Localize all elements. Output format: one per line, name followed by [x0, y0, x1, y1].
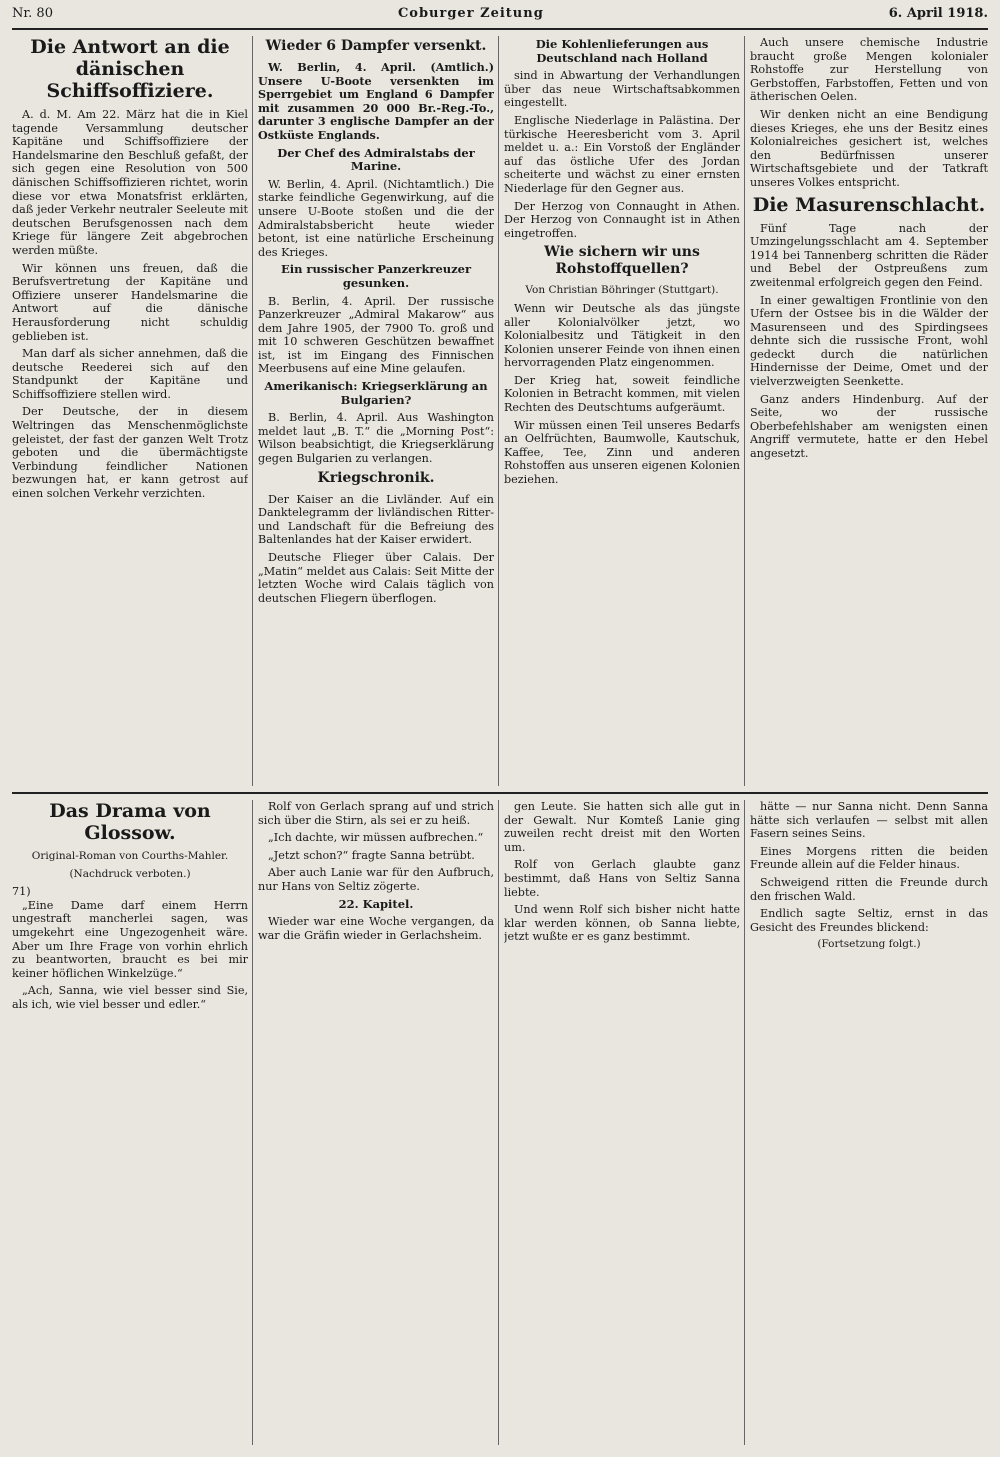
serial-paragraph: Endlich sagte Seltiz, ernst in das Gesicht des Freundes blickend: [750, 907, 988, 934]
article-paragraph: Englische Niederlage in Palästina. Der türkische Heeresbericht vom 3. April meldet u. a.: Ein Vorstoß der Engländer auf das östliche Ufer des Jordan scheiterte und wächst zu einer ernsten Niederlage für den Gegner aus. [504, 113, 740, 195]
article-subheading: Der Chef des Admiralstabs der Marine. [277, 145, 475, 174]
serial-paragraph: Aber auch Lanie war für den Aufbruch, nur Hans von Seltiz zögerte. [258, 866, 494, 893]
article-paragraph: W. Berlin, 4. April. (Nichtamtlich.) Die starke feindliche Gegenwirkung, auf die unsere U-Boote stoßen und die der Admiralstabsbericht heute wieder betont, ist eine natürliche Erscheinung des Krieges. [258, 177, 494, 259]
column-2 [258, 36, 494, 786]
column-divider [252, 800, 253, 1445]
article-headline: Wie sichern wir uns Rohstoffquellen? [544, 244, 700, 278]
column-1 [12, 36, 248, 786]
installment-number: 71) [12, 885, 31, 899]
article-paragraph: Der Herzog von Connaught in Athen. Der Herzog von Connaught ist in Athen eingetroffen. [504, 199, 740, 240]
column-divider [498, 36, 499, 786]
article-paragraph: Ganz anders Hindenburg. Auf der Seite, wo der russische Oberbefehlshaber am wenigsten einen Angriff vermutete, hatte er den Hebel angesetzt. [750, 392, 988, 461]
serial-paragraph: „Jetzt schon?“ fragte Sanna betrübt. [268, 848, 475, 862]
serial-paragraph: Schweigend ritten die Freunde durch den frischen Wald. [750, 875, 988, 903]
serial-paragraph: Rolf von Gerlach glaubte ganz bestimmt, daß Hans von Seltiz Sanna liebte. [504, 858, 740, 899]
article-paragraph: Auch unsere chemische Industrie braucht große Mengen kolonialer Rohstoffe zur Herstellung von Gerbstoffen, Farbstoffen, Fetten und von ätherischen Oelen. [750, 36, 988, 104]
column-4 [750, 36, 988, 786]
article-paragraph: Fünf Tage nach der Umzingelungsschlacht am 4. September 1914 bei Tannenberg schritten die Räder und Bebel der Ostpreußens zum zweitenmal erfolgreich gegen den Feind. [750, 221, 988, 289]
article-subheading: Ein russischer Panzerkreuzer gesunken. [280, 262, 472, 290]
article-paragraph: sind in Abwartung der Verhandlungen über das neue Wirtschaftsabkommen eingestellt. [504, 69, 740, 110]
article-paragraph: Wir müssen einen Teil unseres Bedarfs an Oelfrüchten, Baumwolle, Kautschuk, Kaffee, Tee, Zinn und anderen Rohstoffen aus unseren eigenen Kolonien beziehen. [504, 418, 740, 487]
article-headline: Die Antwort an die dänischen Schiffsoffiziere. [30, 36, 230, 102]
article-subheading: Die Kohlenlieferungen aus Deutschland nach Holland [535, 37, 709, 65]
article-paragraph: W. Berlin, 4. April. (Amtlich.) Unsere U-Boote versenkten im Sperrgebiet um England 6 Dampfer mit zusammen 20 000 Br.-Reg.-To., darunter 3 englische Dampfer an der Ostküste Englands. [258, 60, 494, 142]
article-paragraph: Der Kaiser an die Livländer. Auf ein Danktelegramm der livländischen Ritter- und Landschaft für die Befreiung des Baltenlandes hat der Kaiser erwidert. [258, 492, 494, 547]
serial-paragraph: hätte — nur Sanna nicht. Denn Sanna hätte sich verlaufen — selbst mit allen Fasern seines Seins. [750, 800, 988, 841]
article-headline: Wieder 6 Dampfer versenkt. [265, 38, 487, 54]
serial-paragraph: Wieder war eine Woche vergangen, da war die Gräfin wieder in Gerlachsheim. [258, 915, 494, 942]
article-paragraph: Wir denken nicht an eine Bendigung dieses Krieges, ehe uns der Besitz eines Kolonialreiches gesichert ist, welches den Bedürfnissen unserer Wirtschaftsgebiete und der Tatkraft unseres Volkes entspricht. [750, 107, 988, 189]
serial-paragraph: Und wenn Rolf sich bisher nicht hatte klar werden können, ob Sanna liebte, jetzt wußte er es ganz bestimmt. [504, 903, 740, 944]
serial-author: Original-Roman von Courths-Mahler. [31, 850, 229, 862]
column-divider [498, 800, 499, 1445]
article-paragraph: Man darf als sicher annehmen, daß die deutsche Reederei sich auf den Standpunkt der Kapitäne und Schiffsoffiziere stellen wird. [12, 347, 248, 401]
continuation-note: (Fortsetzung folgt.) [817, 938, 921, 951]
article-paragraph: Wir können uns freuen, daß die Berufsvertretung der Kapitäne und Offiziere unserer Handelsmarine die Antwort auf die dänische Herausforderung nicht schuldig geblieben ist. [12, 261, 248, 343]
serial-paragraph: Eines Morgens ritten die beiden Freunde allein auf die Felder hinaus. [750, 844, 988, 872]
article-paragraph: Der Krieg hat, soweit feindliche Kolonien in Betracht kommen, mit vielen Rechten des Deutschtums aufgeräumt. [504, 373, 740, 415]
article-headline: Die Masurenschlacht. [752, 193, 986, 216]
issue-date: 6. April 1918. [888, 6, 988, 21]
serial-paragraph: „Ich dachte, wir müssen aufbrechen.“ [268, 831, 484, 845]
serial-column-3 [504, 800, 740, 1445]
article-paragraph: Der Deutsche, der in diesem Weltringen das Menschenmöglichste geleistet, der fast der ganzen Welt Trotz geboten und die übermächtigste Verbindung feindlicher Nationen bezwungen hat, er kann getrost auf einen solchen Verkehr verzichten. [12, 405, 248, 501]
column-3 [504, 36, 740, 786]
section-divider [12, 792, 988, 794]
article-paragraph: Wenn wir Deutsche als das jüngste aller Kolonialvölker jetzt, wo Kolonialbesitz und Tätigkeit in den Kolonien unserer Feinde von ihnen einen hervorragenden Platz eingenommen. [504, 301, 740, 370]
article-paragraph: A. d. M. Am 22. März hat die in Kiel tagende Versammlung deutscher Kapitäne und Schiffsoffiziere der Handelsmarine den Beschluß gefaßt, der sich gegen eine Resolution von 500 dänischen Schiffsoffizieren richtet, worin diese vor etwa Monatsfrist erklärten, daß jeder Verkehr neutraler Seeleute mit deutschen Berufsgenossen nach dem Kriege für längere Zeit abgebrochen werden müßte. [12, 108, 248, 257]
serial-paragraph: Rolf von Gerlach sprang auf und strich sich über die Stirn, als sei er zu heiß. [258, 800, 494, 827]
masthead [12, 6, 988, 30]
serial-column-1 [12, 800, 248, 1445]
article-paragraph: B. Berlin, 4. April. Der russische Panzerkreuzer „Admiral Makarow“ aus dem Jahre 1905, der 7900 To. groß und mit 10 schweren Geschützen bewaffnet ist, ist im Eingang des Finnischen Meerbusens auf eine Mine gelaufen. [258, 294, 494, 376]
reprint-note: (Nachdruck verboten.) [69, 867, 191, 880]
issue-number: Nr. 80 [12, 6, 53, 21]
serial-paragraph: „Eine Dame darf einem Herrn ungestraft mancherlei sagen, was umgekehrt eine Ungezogenheit wäre. Aber um Ihre Frage von vorhin ehrlich zu beantworten, braucht es bei mir keiner höflichen Winkelzüge.“ [12, 898, 248, 980]
newspaper-title: Coburger Zeitung [397, 6, 544, 21]
article-paragraph: B. Berlin, 4. April. Aus Washington meldet laut „B. T.“ die „Morning Post“: Wilson beabsichtigt, die Kriegserklärung gegen Bulgarien zu verlangen. [258, 411, 494, 466]
serial-paragraph: gen Leute. Sie hatten sich alle gut in der Gewalt. Nur Komteß Lanie ging zuweilen recht dreist mit den Worten um. [504, 800, 740, 854]
article-paragraph: Deutsche Flieger über Calais. Der „Matin“ meldet aus Calais: Seit Mitte der letzten Woche wird Calais täglich von deutschen Fliegern überflogen. [258, 551, 494, 605]
serial-headline: Das Drama von Glossow. [49, 800, 211, 844]
section-headline: Kriegschronik. [317, 469, 435, 486]
serial-column-4 [750, 800, 988, 1445]
chapter-heading: 22. Kapitel. [338, 896, 414, 911]
column-divider [744, 800, 745, 1445]
article-byline: Von Christian Böhringer (Stuttgart). [525, 284, 719, 297]
article-subheading: Amerikanisch: Kriegserklärung an Bulgarien? [264, 379, 488, 407]
article-paragraph: In einer gewaltigen Frontlinie von den Ufern der Ostsee bis in die Wälder der Masurenseen und des Spirdingsees dehnte sich die russische Front, wohl gedeckt durch die natürlichen Hindernisse der Deime, Omet und der vielverzweigten Seenkette. [750, 293, 988, 389]
column-divider [252, 36, 253, 786]
column-divider [744, 36, 745, 786]
serial-paragraph: „Ach, Sanna, wie viel besser sind Sie, als ich, wie viel besser und edler.“ [12, 984, 248, 1011]
serial-column-2 [258, 800, 494, 1445]
